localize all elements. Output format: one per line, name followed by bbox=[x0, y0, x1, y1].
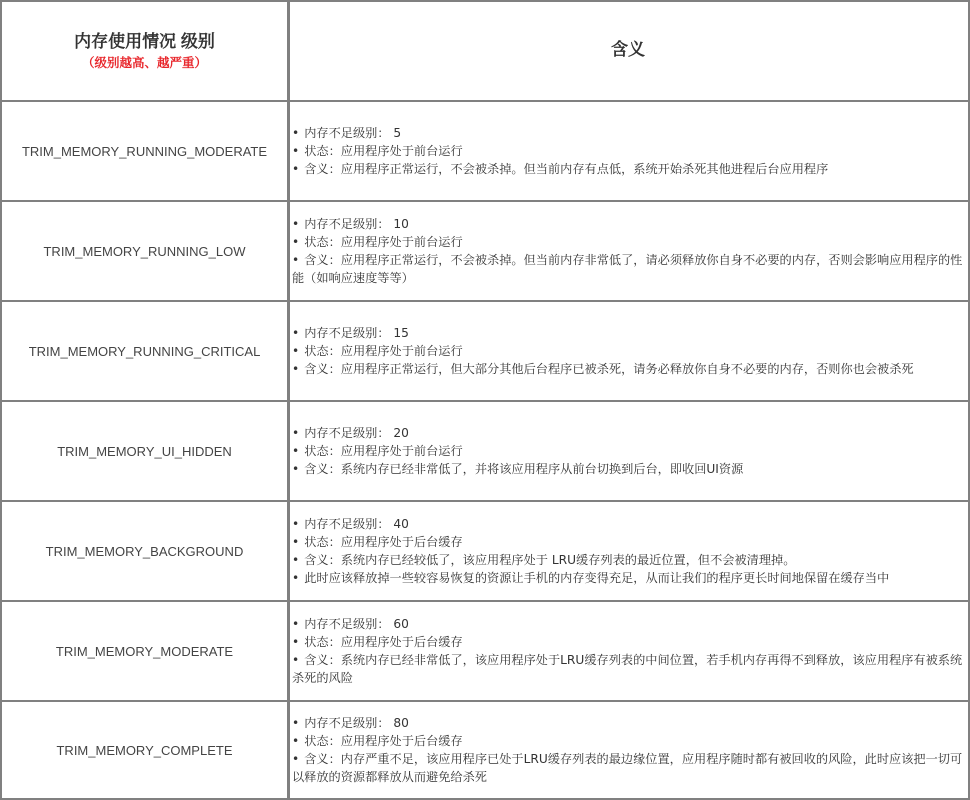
table-row bbox=[2, 202, 968, 302]
list-item: • 内存不足级别： 40 bbox=[292, 515, 964, 533]
meaning-cell bbox=[290, 402, 968, 500]
meaning-cell bbox=[290, 702, 968, 798]
list-item: • 状态：应用程序处于前台运行 bbox=[292, 142, 964, 160]
header-level-title: 内存使用情况 级别 bbox=[74, 32, 215, 51]
level-cell: TRIM_MEMORY_COMPLETE bbox=[2, 702, 290, 798]
meaning-cell bbox=[290, 602, 968, 700]
list-item: • 状态：应用程序处于前台运行 bbox=[292, 442, 964, 460]
list-item: • 含义：系统内存已经非常低了，该应用程序处于LRU缓存列表的中间位置，若手机内存再得不到释放，该应用程序有被系统杀死的风险 bbox=[292, 651, 964, 687]
level-cell: TRIM_MEMORY_RUNNING_LOW bbox=[2, 202, 290, 300]
list-item: • 内存不足级别： 80 bbox=[292, 714, 964, 732]
list-item: • 含义：应用程序正常运行，不会被杀掉。但当前内存有点低，系统开始杀死其他进程后台应用程序 bbox=[292, 160, 964, 178]
list-item: • 含义：系统内存已经较低了，该应用程序处于 LRU缓存列表的最近位置，但不会被清理掉。 bbox=[292, 551, 964, 569]
list-item: • 内存不足级别： 15 bbox=[292, 324, 964, 342]
table-row bbox=[2, 102, 968, 202]
meaning-cell bbox=[290, 202, 968, 300]
list-item: • 含义：应用程序正常运行，不会被杀掉。但当前内存非常低了，请必须释放你自身不必要的内存，否则会影响应用程序的性能（如响应速度等等） bbox=[292, 251, 964, 287]
meaning-cell bbox=[290, 102, 968, 200]
header-meaning-title: 含义 bbox=[611, 40, 645, 60]
list-item: • 此时应该释放掉一些较容易恢复的资源让手机的内存变得充足，从而让我们的程序更长时间地保留在缓存当中 bbox=[292, 569, 964, 587]
header-level-subtitle: （级别越高、越严重） bbox=[81, 56, 207, 70]
list-item: • 状态：应用程序处于后台缓存 bbox=[292, 533, 964, 551]
list-item: • 内存不足级别： 60 bbox=[292, 615, 964, 633]
header-level-cell bbox=[2, 2, 290, 100]
table-row bbox=[2, 502, 968, 602]
level-cell: TRIM_MEMORY_MODERATE bbox=[2, 602, 290, 700]
list-item: • 含义：系统内存已经非常低了，并将该应用程序从前台切换到后台，即收回UI资源 bbox=[292, 460, 964, 478]
list-item: • 状态：应用程序处于前台运行 bbox=[292, 342, 964, 360]
list-item: • 状态：应用程序处于后台缓存 bbox=[292, 732, 964, 750]
list-item: • 含义：应用程序正常运行，但大部分其他后台程序已被杀死，请务必释放你自身不必要的内存，否则你也会被杀死 bbox=[292, 360, 964, 378]
table-row bbox=[2, 402, 968, 502]
meaning-cell bbox=[290, 302, 968, 400]
list-item: • 内存不足级别： 5 bbox=[292, 124, 964, 142]
list-item: • 内存不足级别： 10 bbox=[292, 215, 964, 233]
list-item: • 状态：应用程序处于前台运行 bbox=[292, 233, 964, 251]
meaning-cell bbox=[290, 502, 968, 600]
header-meaning-cell bbox=[290, 2, 968, 100]
level-cell: TRIM_MEMORY_RUNNING_MODERATE bbox=[2, 102, 290, 200]
level-cell: TRIM_MEMORY_UI_HIDDEN bbox=[2, 402, 290, 500]
list-item: • 内存不足级别： 20 bbox=[292, 424, 964, 442]
table-row bbox=[2, 302, 968, 402]
level-cell: TRIM_MEMORY_RUNNING_CRITICAL bbox=[2, 302, 290, 400]
list-item: • 状态：应用程序处于后台缓存 bbox=[292, 633, 964, 651]
list-item: • 含义：内存严重不足，该应用程序已处于LRU缓存列表的最边缘位置，应用程序随时都有被回收的风险，此时应该把一切可以释放的资源都释放从而避免给杀死 bbox=[292, 750, 964, 786]
table-row bbox=[2, 702, 968, 798]
level-cell: TRIM_MEMORY_BACKGROUND bbox=[2, 502, 290, 600]
table-row bbox=[2, 602, 968, 702]
table-header-row bbox=[2, 2, 968, 102]
